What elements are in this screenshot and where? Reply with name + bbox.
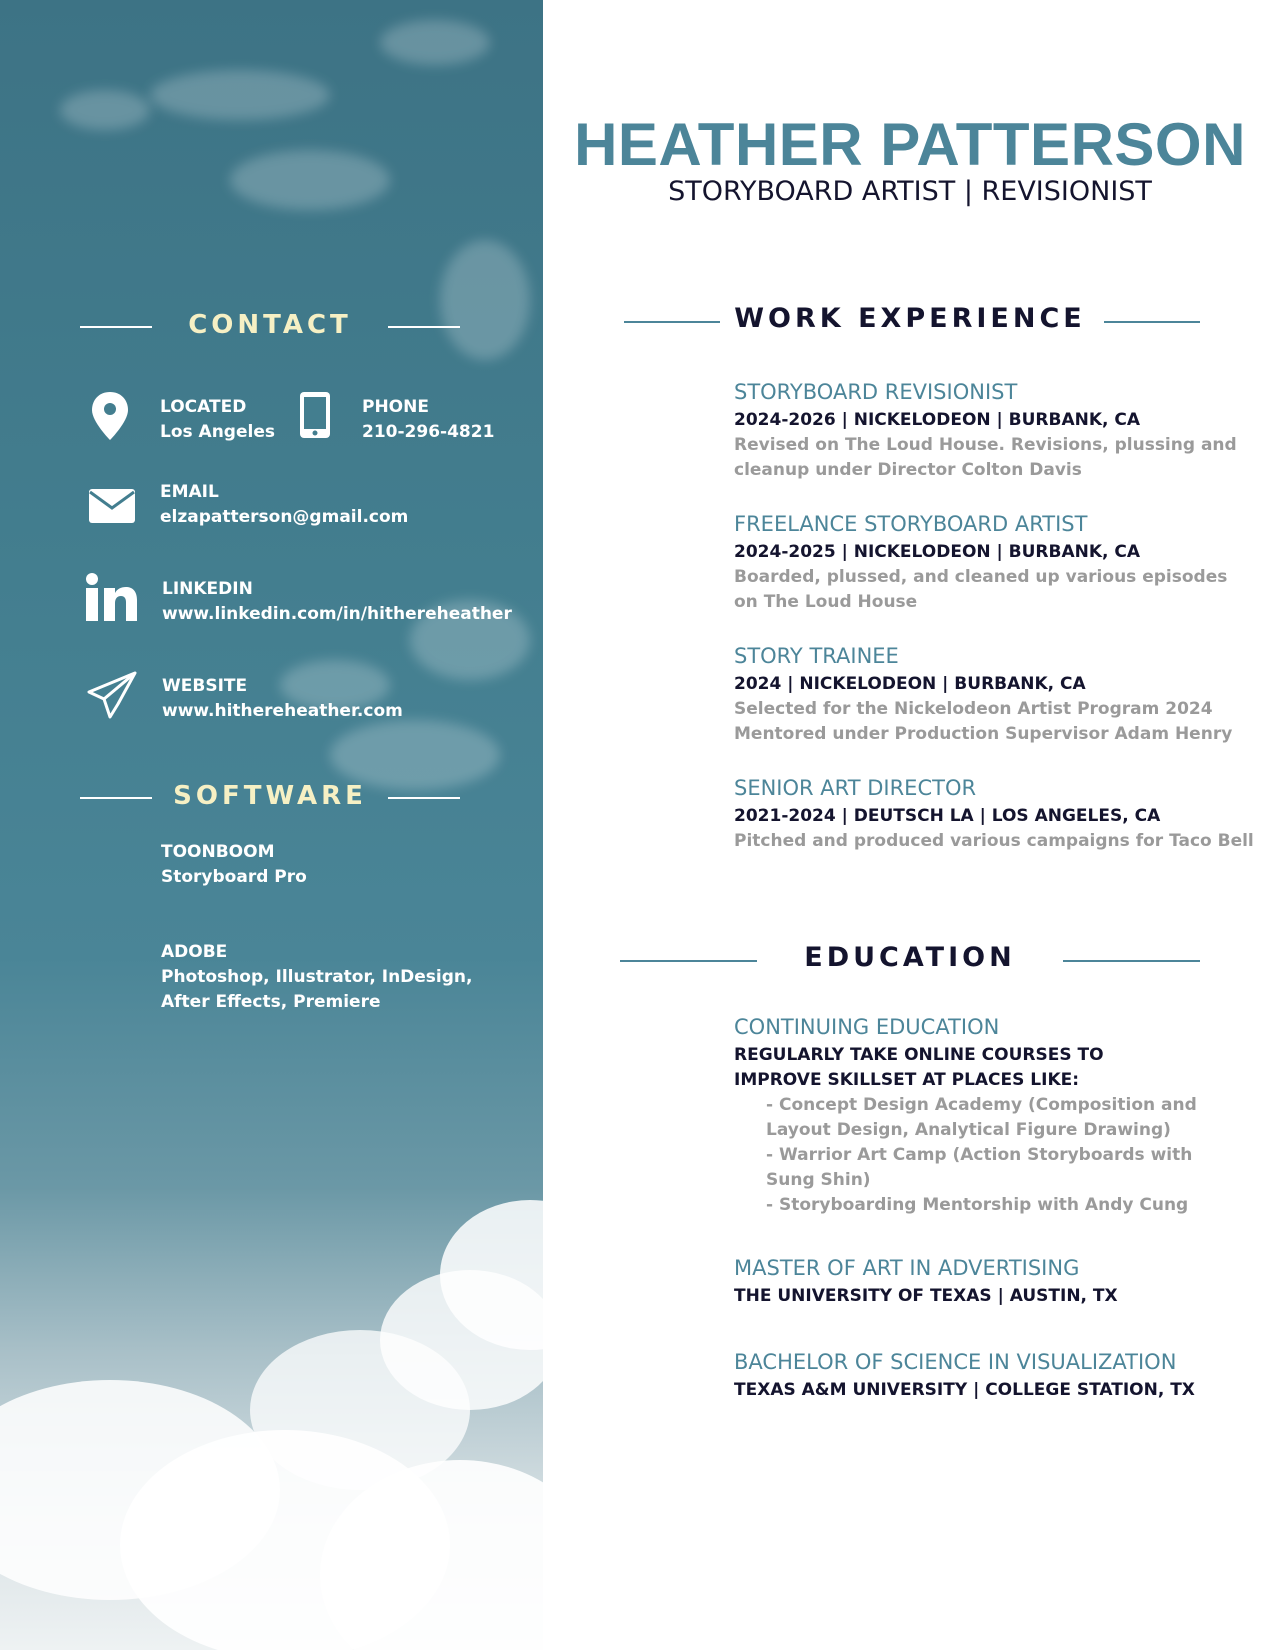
education-intro: REGULARLY TAKE ONLINE COURSES TO (734, 1045, 1104, 1065)
linkedin-label: LINKEDIN (162, 579, 253, 599)
job-title: SENIOR ART DIRECTOR (734, 776, 977, 800)
job-description: Revised on The Loud House. Revisions, plussing and (734, 435, 1237, 455)
website-value[interactable]: www.hithereheather.com (162, 701, 403, 721)
course-bullet: - Concept Design Academy (Composition and (766, 1095, 1197, 1115)
software-detail: Storyboard Pro (161, 867, 307, 887)
education-title: CONTINUING EDUCATION (734, 1015, 1000, 1039)
linkedin-value[interactable]: www.linkedin.com/in/hithereheather (162, 604, 512, 624)
divider (388, 326, 460, 328)
resume-name: HEATHER PATTERSON (574, 111, 1246, 178)
envelope-icon (88, 488, 136, 524)
degree-school: THE UNIVERSITY OF TEXAS | AUSTIN, TX (734, 1286, 1118, 1306)
email-label: EMAIL (160, 482, 219, 502)
job-title: STORYBOARD REVISIONIST (734, 380, 1018, 404)
phone-icon (298, 390, 332, 440)
software-heading (80, 777, 460, 817)
degree-school: TEXAS A&M UNIVERSITY | COLLEGE STATION, TX (734, 1380, 1195, 1400)
job-title: STORY TRAINEE (734, 644, 899, 668)
phone-label: PHONE (362, 397, 429, 417)
work-experience-title: WORK EXPERIENCE (734, 303, 1086, 334)
divider (1063, 960, 1200, 962)
phone-value[interactable]: 210-296-4821 (362, 422, 495, 442)
job-entry (734, 772, 1254, 854)
contact-title: CONTACT (188, 310, 352, 340)
job-entry (734, 376, 1254, 483)
job-description: cleanup under Director Colton Davis (734, 460, 1082, 480)
contact-heading (80, 306, 460, 346)
divider (388, 797, 460, 799)
course-bullet: Layout Design, Analytical Figure Drawing) (766, 1120, 1171, 1140)
education-entry (734, 1011, 1254, 1218)
course-bullet: - Warrior Art Camp (Action Storyboards with (766, 1145, 1193, 1165)
website-label: WEBSITE (162, 676, 248, 696)
job-description: on The Loud House (734, 592, 918, 612)
divider (1104, 321, 1200, 323)
job-description: Selected for the Nickelodeon Artist Program 2024 (734, 699, 1213, 719)
software-name: ADOBE (161, 942, 228, 962)
course-bullet: - Storyboarding Mentorship with Andy Cung (766, 1195, 1189, 1215)
sky-sidebar (0, 0, 543, 1650)
linkedin-icon (86, 573, 138, 623)
resume-role: STORYBOARD ARTIST | REVISIONIST (668, 176, 1152, 207)
software-detail: After Effects, Premiere (161, 992, 381, 1012)
job-meta: 2024 | NICKELODEON | BURBANK, CA (734, 674, 1086, 694)
job-entry (734, 508, 1254, 615)
degree-title: BACHELOR OF SCIENCE IN VISUALIZATION (734, 1350, 1177, 1374)
location-value: Los Angeles (160, 422, 275, 442)
education-intro: IMPROVE SKILLSET AT PLACES LIKE: (734, 1070, 1080, 1090)
education-heading (620, 940, 1200, 980)
degree-entry (734, 1346, 1254, 1403)
degree-title: MASTER OF ART IN ADVERTISING (734, 1256, 1080, 1280)
course-bullet: Sung Shin) (766, 1170, 871, 1190)
job-title: FREELANCE STORYBOARD ARTIST (734, 512, 1088, 536)
work-experience-heading (620, 301, 1200, 341)
job-description: Boarded, plussed, and cleaned up various episodes (734, 567, 1228, 587)
job-meta: 2021-2024 | DEUTSCH LA | LOS ANGELES, CA (734, 806, 1161, 826)
software-name: TOONBOOM (161, 842, 275, 862)
degree-entry (734, 1252, 1254, 1309)
education-title: EDUCATION (804, 942, 1016, 973)
paper-plane-icon (86, 670, 138, 722)
email-value[interactable]: elzapatterson@gmail.com (160, 507, 409, 527)
software-title: SOFTWARE (173, 781, 367, 811)
job-meta: 2024-2025 | NICKELODEON | BURBANK, CA (734, 542, 1141, 562)
job-description: Pitched and produced various campaigns for Taco Bell (734, 831, 1254, 851)
location-label: LOCATED (160, 397, 247, 417)
location-pin-icon (90, 391, 130, 441)
software-detail: Photoshop, Illustrator, InDesign, (161, 967, 473, 987)
job-meta: 2024-2026 | NICKELODEON | BURBANK, CA (734, 410, 1141, 430)
job-entry (734, 640, 1254, 747)
job-description: Mentored under Production Supervisor Adam Henry (734, 724, 1233, 744)
